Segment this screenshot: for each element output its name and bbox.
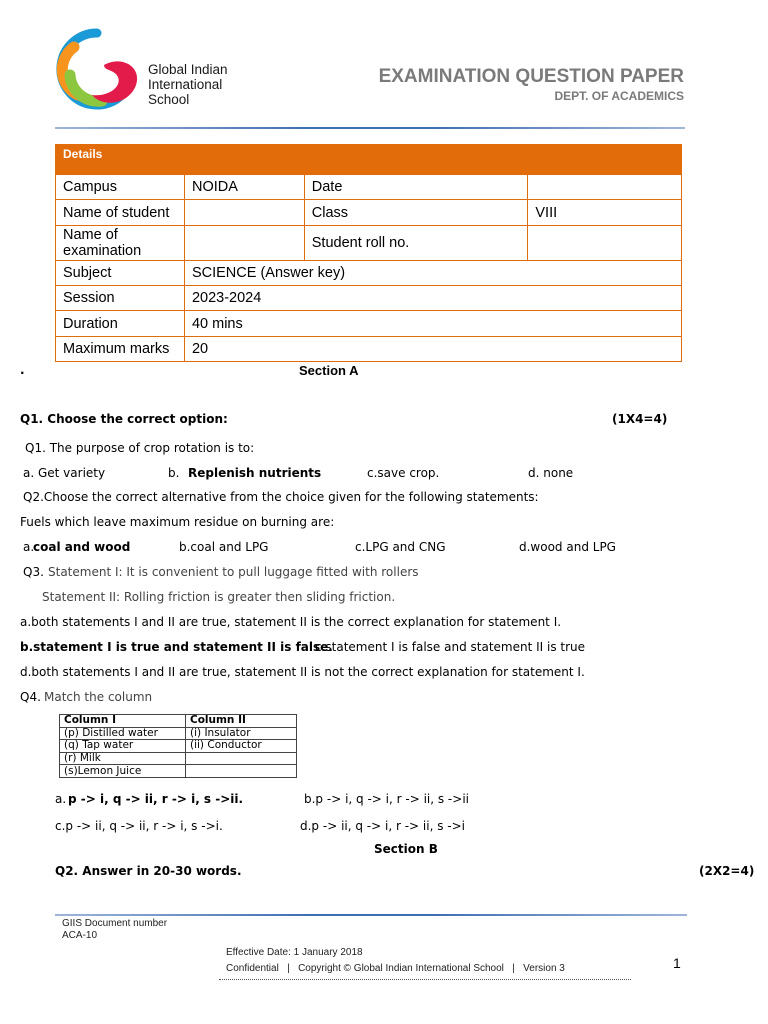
q4-option-a-prefix: a. (55, 792, 67, 806)
q4-option-c: c.p -> ii, q -> ii, r -> i, s ->i. (55, 819, 223, 833)
q2-option-a: coal and wood (33, 540, 131, 554)
doc-number-label: GIIS Document number (62, 918, 168, 929)
q4-option-b: b.p -> i, q -> i, r -> ii, s ->ii (304, 792, 469, 806)
page-number: 1 (673, 955, 681, 971)
q2-option-b: b.coal and LPG (179, 540, 269, 554)
match-header-col1: Column I (60, 715, 186, 728)
q4-option-a: p -> i, q -> ii, r -> i, s ->ii. (68, 792, 244, 806)
q3-option-d: d.both statements I and II are true, statement II is not the correct explanation for statement I. (20, 665, 585, 679)
subject-label: Subject (56, 261, 185, 286)
match-cell: (ii) Conductor (186, 740, 297, 753)
q2-question: Q2.Choose the correct alternative from the choice given for the following statements: (23, 490, 539, 504)
header-divider (55, 127, 685, 129)
table-row (60, 765, 297, 778)
q1-marks: (1X4=4) (612, 412, 668, 426)
class-label: Class (304, 200, 528, 226)
section-b-heading: Section B (374, 842, 438, 856)
q1-option-c: c.save crop. (367, 466, 440, 480)
q2b-heading: Q2. Answer in 20-30 words. (55, 864, 242, 878)
doc-number: ACA-10 (62, 930, 98, 941)
q2-option-c: c.LPG and CNG (355, 540, 446, 554)
q4-prefix: Q4. (20, 690, 41, 704)
q3-statement-1: Statement I: It is convenient to pull luggage fitted with rollers (48, 565, 419, 579)
match-cell: (p) Distilled water (60, 727, 186, 740)
school-logo (52, 25, 142, 111)
match-cell (186, 752, 297, 765)
section-a-heading: Section A (299, 363, 359, 378)
page-title: EXAMINATION QUESTION PAPER (378, 66, 684, 87)
footer-dotted-rule (219, 979, 631, 980)
q4-question: Match the column (44, 690, 153, 704)
roll-label: Student roll no. (304, 226, 528, 261)
duration-value: 40 mins (184, 311, 681, 337)
q1-heading: Q1. Choose the correct option: (20, 412, 228, 426)
q1-option-b: Replenish nutrients (188, 466, 322, 480)
q4-option-d: d.p -> ii, q -> i, r -> ii, s ->i (300, 819, 465, 833)
marks-label: Maximum marks (56, 337, 185, 362)
match-header-col2: Column II (186, 715, 297, 728)
exam-value (184, 226, 304, 261)
page-subtitle: DEPT. OF ACADEMICS (554, 89, 684, 103)
stray-dot: . (20, 363, 25, 377)
table-row (60, 727, 297, 740)
footer-divider (55, 914, 687, 916)
details-heading: Details (56, 145, 682, 175)
match-table (59, 714, 297, 778)
effective-date: Effective Date: 1 January 2018 (226, 947, 363, 958)
q3-option-a: a.both statements I and II are true, statement II is the correct explanation for statement I. (20, 615, 562, 629)
student-label: Name of student (56, 200, 185, 226)
match-cell: (i) Insulator (186, 727, 297, 740)
q1-option-a: a. Get variety (23, 466, 106, 480)
confidential-line: Confidential | Copyright © Global Indian International School | Version 3 (226, 963, 565, 974)
table-row (60, 740, 297, 753)
exam-label: Name of examination (56, 226, 185, 261)
session-label: Session (56, 286, 185, 311)
q3-option-c: c.statement I is false and statement II is true (315, 640, 586, 654)
q2b-marks: (2X2=4) (699, 864, 755, 878)
q3-option-b: b.statement I is true and statement II is false. (20, 640, 333, 654)
match-cell (186, 765, 297, 778)
school-name: Global Indian International School (148, 62, 228, 107)
date-label: Date (304, 175, 528, 200)
match-cell: (r) Milk (60, 752, 186, 765)
table-row (60, 752, 297, 765)
q2-option-a-prefix: a. (23, 540, 35, 554)
class-value: VIII (528, 200, 682, 226)
q1-question: Q1. The purpose of crop rotation is to: (25, 441, 255, 455)
campus-label: Campus (56, 175, 185, 200)
q3-prefix: Q3. (23, 565, 44, 579)
details-table (55, 144, 682, 362)
q1-option-b-prefix: b. (168, 466, 180, 480)
match-cell: (s)Lemon Juice (60, 765, 186, 778)
q2-subtext: Fuels which leave maximum residue on burning are: (20, 515, 335, 529)
duration-label: Duration (56, 311, 185, 337)
q3-statement-2: Statement II: Rolling friction is greater then sliding friction. (42, 590, 396, 604)
marks-value: 20 (184, 337, 681, 362)
roll-value (528, 226, 682, 261)
student-value (184, 200, 304, 226)
date-value (528, 175, 682, 200)
session-value: 2023-2024 (184, 286, 681, 311)
q2-option-d: d.wood and LPG (519, 540, 616, 554)
match-cell: (q) Tap water (60, 740, 186, 753)
q1-option-d: d. none (528, 466, 574, 480)
campus-value: NOIDA (184, 175, 304, 200)
subject-value: SCIENCE (Answer key) (184, 261, 681, 286)
